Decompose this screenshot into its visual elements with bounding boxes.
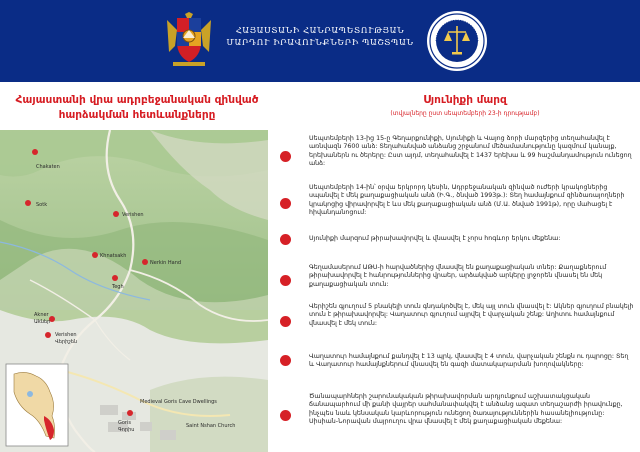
label-verishen-arm: Վերիշեն (55, 339, 78, 345)
bullet-text: Վերիշեն գյուղում 5 բնակելի տուն գնդակոծվել է, մեկ այլ տուն վնասվել է: Ակներ գյուղում բնակելի տուն է թիրախավորվել: Վաղատուր գյուղում այրվել է վարչական շենք: Աղիտու համայնքում վնասվել է մեկ տուն: (309, 303, 634, 327)
bullet-dot (280, 355, 291, 366)
organization-name (215, 24, 425, 48)
label-chakaten: Chakaten (36, 164, 60, 170)
pin-tegh[interactable] (112, 275, 118, 281)
bullet-text: Սյունիքի մարզում թիրախավորվել և վնասվել է չորս հոգևոր երկու մեքենա: (309, 235, 561, 242)
org-line1: ՀԱՅԱՍՏԱՆԻ ՀԱՆՐԱՊԵՏՈՒԹՅԱՆ (235, 25, 405, 35)
label-goris-arm: Գորիս (118, 427, 135, 433)
list-item (272, 262, 640, 298)
bullet-text: Սեպտեմբերի 14-ին՝ օրվա երկրորդ կեսին, Ադրբեջանական զինված ուժերի կրակոցներից սպանվել է մեկ քաղաքացիական անձ (Ի.Գ., ծնված 1993թ.): Տեղ համայնքում զինծառայողների կրակոցից վիրավորվել է ևս մեկ քաղաքացիական անձ (Մ.Ա. ծնված 1991թ), որը մահացել է հիվանդանոցում: (309, 184, 625, 216)
bullet-dot (280, 316, 291, 327)
bullet-dot (280, 151, 291, 162)
syunik-title-block (290, 93, 640, 119)
label-nerkin-hand: Nerkin Hand (150, 260, 182, 266)
bullet-text: Սեպտեմբերի 13-ից 15-ը Գեղարքունիքի, Սյունիքի և Վայոց ձորի մարզերից տեղահանվել է առնվազն 7600 անձ: Տեղահանված անձանց շրջանում մեծամասնությունը կազմում կանայք, երեխաներն ու ծերերը: Ըստ այդմ, տեղահանվել է 1437 երեխա և 99 հաշմանդամություն ունեցող անձ: (309, 135, 632, 167)
pin-nerkin-hand[interactable] (142, 259, 148, 265)
bullet-dot (280, 410, 291, 421)
bullet-text: Վաղատուր համայնքում քանդվել է 13 պրկ, վնասվել է 4 տուն, վարչական շենքն ու դպրոցը: Տեղ և Վաղատուր համայնքներում վնասվել են գազի մատակարարման խողովակները: (309, 353, 629, 369)
bullet-text: Գեղամասերում ԱԹՍ-ի հարվածներից վնասվել են քաղաքացիական տներ: Քաղաքներում թիրախավորվել է հանրություններից վրաեր, արձակված արկերը լրջորեն վնասել են մեկ քաղաքացիական տուն: (309, 264, 607, 288)
org-line2: ՄԱՐԴՈՒ ԻՐԱՎՈՒՆՔՆԵՐԻ ՊԱՇՏՊԱՆ (226, 37, 414, 47)
label-tegh: Tegh (112, 284, 124, 290)
consequences-title-line1: Հայաստանի վրա ադրբեջանական զինված (15, 94, 259, 106)
bullet-dot (280, 198, 291, 209)
list-item (272, 300, 640, 346)
human-rights-defender-emblem-icon (426, 10, 488, 72)
pin-goris[interactable] (127, 410, 133, 416)
armenia-inset-map (6, 364, 68, 446)
list-item (272, 132, 640, 180)
header-banner (0, 0, 640, 82)
list-item (272, 180, 640, 230)
region-map[interactable] (0, 130, 268, 452)
pin-chakaten[interactable] (32, 149, 38, 155)
consequences-title (2, 93, 272, 123)
label-sotk: Sotk (36, 202, 48, 208)
label-akner: Akner (34, 312, 49, 318)
label-khnatsakh: Khnatsakh (100, 253, 127, 259)
label-medieval-cave: Medieval Goris Cave Dwellings (140, 399, 217, 405)
bullet-dot (280, 275, 291, 286)
list-item (272, 392, 640, 450)
bullet-dot (280, 234, 291, 245)
label-saint-nshan: Saint Nshan Church (186, 423, 236, 429)
label-verishen-small: Verishen (122, 212, 144, 218)
consequences-title-line2: հարձակման հետևանքները (58, 109, 216, 121)
label-verishen: Verishen (55, 332, 77, 338)
list-item (272, 228, 640, 252)
label-goris: Goris (118, 420, 131, 426)
pin-khnatsakh[interactable] (92, 252, 98, 258)
pin-verishen[interactable] (45, 332, 51, 338)
pin-sotk[interactable] (25, 200, 31, 206)
list-item (272, 350, 640, 384)
label-akner-arm: Աkներ (34, 319, 51, 325)
pin-verishen-small[interactable] (113, 211, 119, 217)
region-title: Սյունիքի մարզ (423, 94, 507, 106)
region-subtitle: (տվյալները ըստ սեպտեմբերի 23-ի դրությամբ) (390, 110, 540, 117)
armenian-coat-of-arms-icon (163, 12, 215, 70)
bullet-text: Ծանապարհների շարունակական թիրախավորման արդյունքում աշխատակցական ճանապարհում մի քանի վայրեր սահմանափակվել է անձանց ազատ տեղաշարժի իրավունքը, ինչպես նաև կենսական կարևորություն ունեցող ծառայություններին հասանելիությունը: Սիսիան-Նորավան մայրուղու վրա վնասվել է մեկ քաղաքացիական մեքենա: (309, 393, 623, 425)
